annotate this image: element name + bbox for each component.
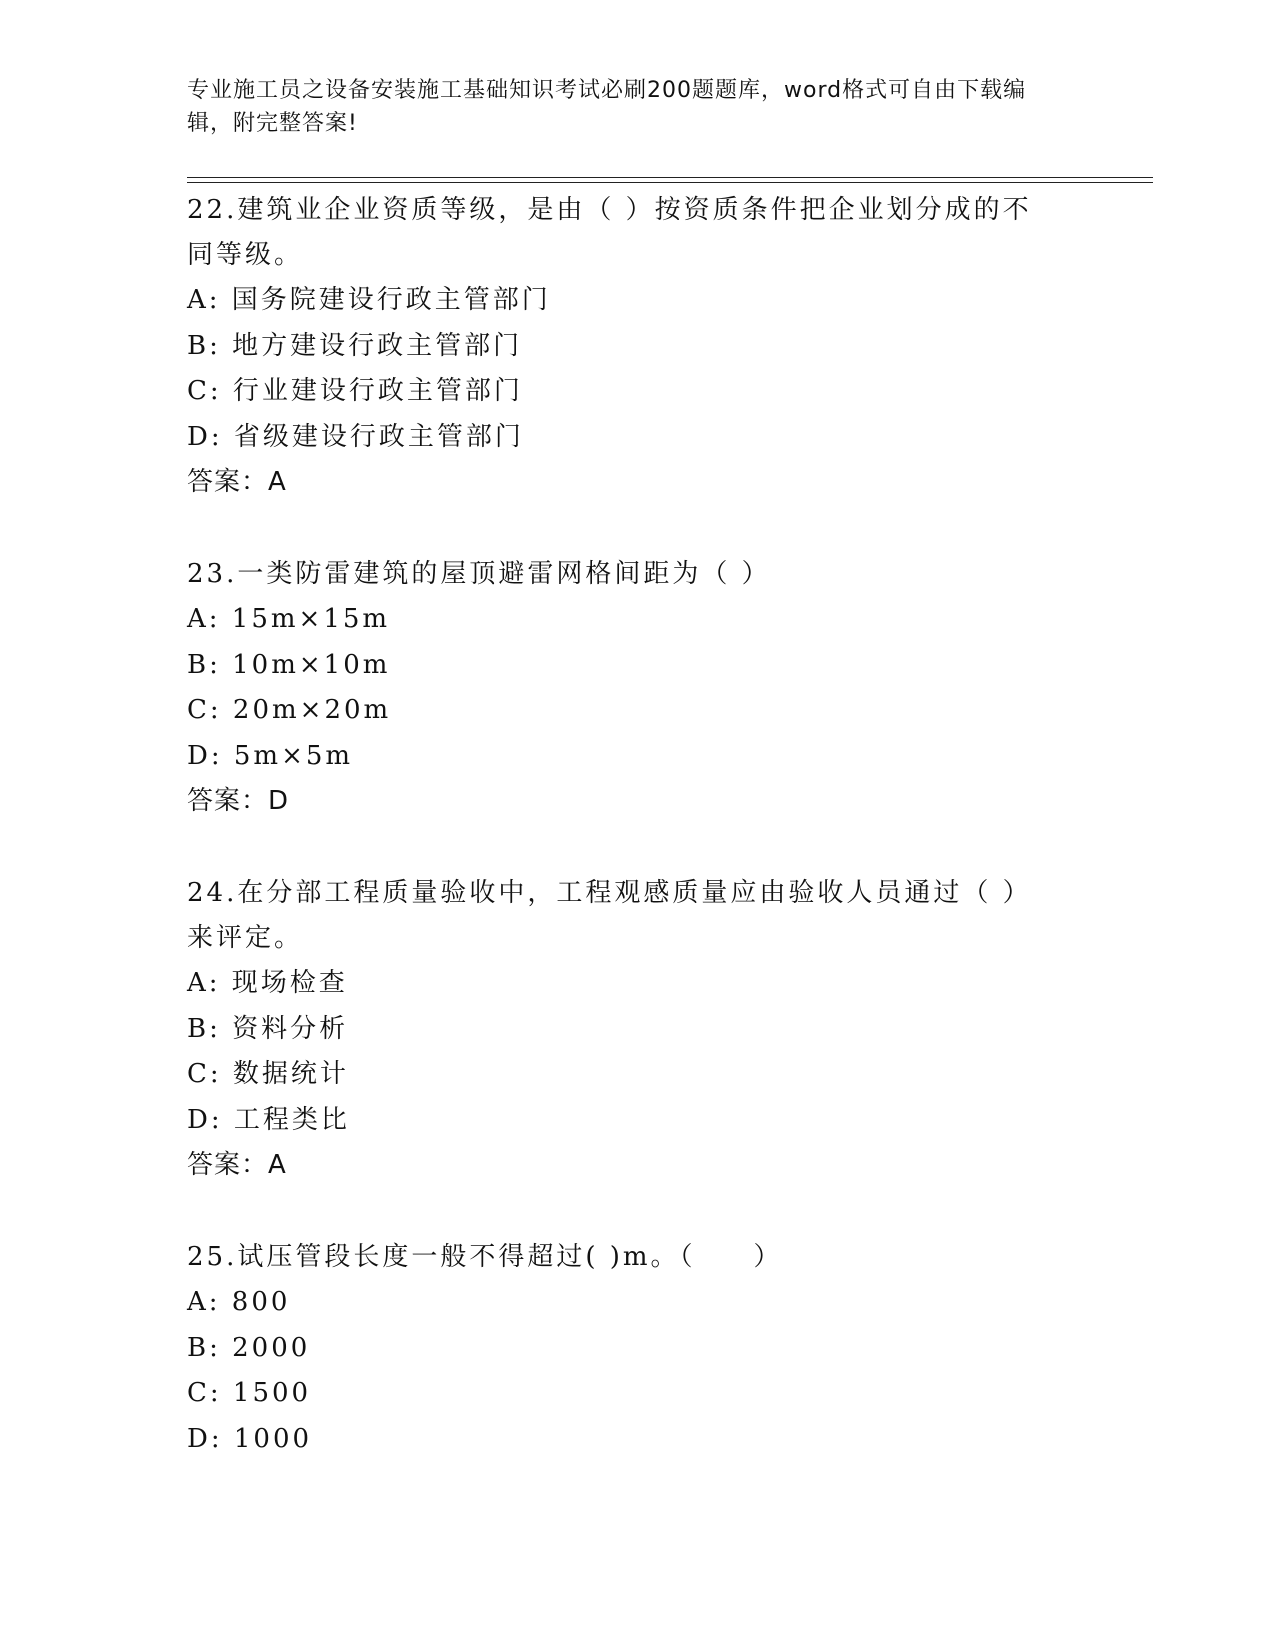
question-25 — [187, 1235, 1057, 1462]
option-d: D: 省级建设行政主管部门 — [187, 421, 524, 452]
option-d: D: 工程类比 — [187, 1104, 350, 1135]
option-d: D: 1000 — [187, 1423, 313, 1454]
question-stem: 22.建筑业企业资质等级，是由（ ）按资质条件把企业划分成的不同等级。 — [187, 195, 1032, 270]
option-c: C: 行业建设行政主管部门 — [187, 376, 523, 406]
option-c: C: 数据统计 — [187, 1059, 349, 1089]
answer-line: 答案：A — [187, 1150, 287, 1180]
option-a: A: 现场检查 — [187, 968, 348, 998]
option-c: C: 1500 — [187, 1378, 312, 1408]
answer-line: 答案：A — [187, 467, 287, 497]
answer-line: 答案：D — [187, 786, 290, 816]
question-stem: 23.一类防雷建筑的屋顶避雷网格间距为（ ） — [187, 559, 771, 589]
document-title: 专业施工员之设备安装施工基础知识考试必刷200题题库，word格式可自由下载编辑，附完整答案! — [187, 78, 1027, 136]
question-stem: 25.试压管段长度一般不得超过( )m。（ ） — [187, 1242, 783, 1272]
header-divider-top — [187, 177, 1153, 178]
question-24 — [187, 871, 1057, 1188]
option-b: B: 10m×10m — [187, 649, 391, 680]
option-a: A: 15m×15m — [187, 604, 391, 634]
question-23 — [187, 552, 1057, 824]
header-divider-bottom — [187, 182, 1153, 183]
option-a: A: 800 — [187, 1287, 291, 1317]
option-b: B: 2000 — [187, 1332, 311, 1363]
option-d: D: 5m×5m — [187, 740, 354, 771]
question-22 — [187, 188, 1057, 505]
question-stem: 24.在分部工程质量验收中，工程观感质量应由验收人员通过（ ）来评定。 — [187, 878, 1032, 953]
option-b: B: 资料分析 — [187, 1013, 349, 1044]
option-c: C: 20m×20m — [187, 695, 392, 725]
option-b: B: 地方建设行政主管部门 — [187, 330, 523, 361]
option-a: A: 国务院建设行政主管部门 — [187, 285, 551, 315]
